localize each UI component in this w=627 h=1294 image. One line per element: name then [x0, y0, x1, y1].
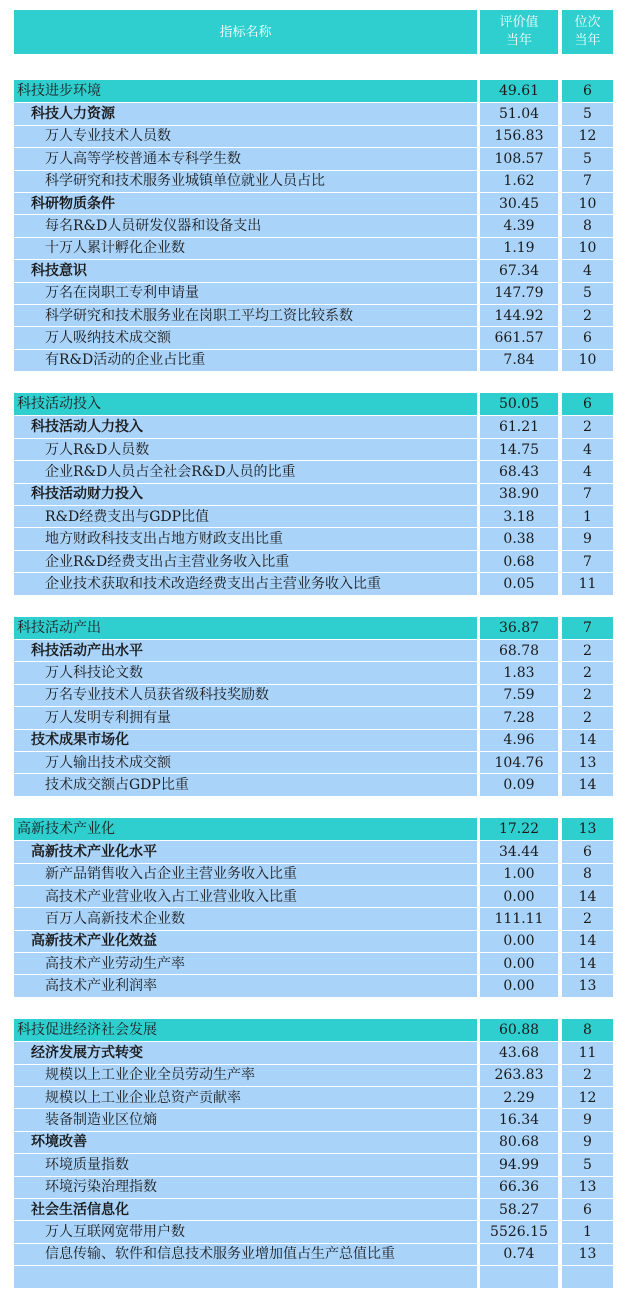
indicator-name: 万名在岗职工专利申请量 — [14, 283, 477, 304]
indicator-value: 94.99 — [480, 1154, 558, 1175]
indicator-value: 5526.15 — [480, 1221, 558, 1242]
indicator-name: 科技活动投入 — [14, 393, 477, 415]
group-row — [14, 1198, 613, 1220]
indicator-rank: 9 — [562, 1132, 613, 1153]
indicator-name: 地方财政科技支出占地方财政支出比重 — [14, 528, 477, 549]
indicator-rank: 6 — [562, 841, 613, 862]
group-row — [14, 192, 613, 214]
indicator-value — [480, 1266, 558, 1287]
indicator-row — [14, 1176, 613, 1198]
indicator-rank: 2 — [562, 908, 613, 929]
indicator-value: 68.43 — [480, 461, 558, 482]
indicator-name: 装备制造业区位熵 — [14, 1109, 477, 1130]
indicator-rank: 5 — [562, 283, 613, 304]
indicator-name: 技术成交额占GDP比重 — [14, 774, 477, 795]
indicator-name: 科研物质条件 — [14, 193, 477, 214]
indicator-row — [14, 1220, 613, 1242]
group-row — [14, 930, 613, 952]
indicator-value: 1.19 — [480, 238, 558, 259]
indicator-rank: 14 — [562, 953, 613, 974]
indicator-row — [14, 706, 613, 728]
blank-row — [14, 1265, 613, 1287]
indicator-row — [14, 684, 613, 706]
header-value — [480, 10, 558, 54]
indicator-rank: 4 — [562, 461, 613, 482]
indicator-name: 万名专业技术人员获省级科技奖励数 — [14, 685, 477, 706]
indicator-value: 4.96 — [480, 730, 558, 751]
indicator-name: 万人科技论文数 — [14, 662, 477, 683]
indicator-rank: 12 — [562, 126, 613, 147]
indicator-rank: 12 — [562, 1087, 613, 1108]
indicator-value: 34.44 — [480, 841, 558, 862]
indicator-name: 环境改善 — [14, 1132, 477, 1153]
indicator-value: 7.84 — [480, 350, 558, 371]
indicator-row — [14, 237, 613, 259]
group-row — [14, 415, 613, 437]
indicator-rank: 13 — [562, 752, 613, 773]
indicator-value: 49.61 — [480, 80, 558, 102]
indicator-name: 万人高等学校普通本专科学生数 — [14, 148, 477, 169]
indicator-value: 43.68 — [480, 1042, 558, 1063]
indicator-value: 111.11 — [480, 908, 558, 929]
indicator-rank: 6 — [562, 80, 613, 102]
indicator-name: 万人发明专利拥有量 — [14, 707, 477, 728]
indicator-name: 万人输出技术成交额 — [14, 752, 477, 773]
indicator-value: 104.76 — [480, 752, 558, 773]
indicator-rank: 5 — [562, 103, 613, 124]
indicator-name: 环境污染治理指数 — [14, 1177, 477, 1198]
indicator-value: 66.36 — [480, 1177, 558, 1198]
indicator-name: 科学研究和技术服务业在岗职工平均工资比较系数 — [14, 305, 477, 326]
indicator-name: 科技进步环境 — [14, 80, 477, 102]
indicator-name: 社会生活信息化 — [14, 1199, 477, 1220]
indicator-value: 61.21 — [480, 416, 558, 437]
indicator-name: 信息传输、软件和信息技术服务业增加值占生产总值比重 — [14, 1244, 477, 1265]
section-row — [14, 393, 613, 415]
indicator-name: 技术成果市场化 — [14, 730, 477, 751]
section-row — [14, 1019, 613, 1041]
indicator-name: 高新技术产业化水平 — [14, 841, 477, 862]
indicator-value: 0.74 — [480, 1244, 558, 1265]
indicator-rank: 7 — [562, 484, 613, 505]
indicator-name: 万人专业技术人员数 — [14, 126, 477, 147]
indicator-value: 58.27 — [480, 1199, 558, 1220]
indicator-rank: 7 — [562, 551, 613, 572]
group-row — [14, 729, 613, 751]
indicator-row — [14, 974, 613, 996]
indicator-rank: 14 — [562, 774, 613, 795]
indicator-value: 0.00 — [480, 931, 558, 952]
indicator-row — [14, 214, 613, 236]
indicator-value: 68.78 — [480, 640, 558, 661]
indicator-value: 38.90 — [480, 484, 558, 505]
indicator-row — [14, 282, 613, 304]
indicator-value: 36.87 — [480, 617, 558, 639]
indicator-rank: 2 — [562, 305, 613, 326]
indicator-value: 0.00 — [480, 975, 558, 996]
indicator-name: 科技促进经济社会发展 — [14, 1019, 477, 1041]
group-row — [14, 1041, 613, 1063]
indicator-rank: 14 — [562, 730, 613, 751]
indicator-value: 0.38 — [480, 528, 558, 549]
indicator-value: 156.83 — [480, 126, 558, 147]
indicator-rank: 5 — [562, 148, 613, 169]
indicator-name: 规模以上工业企业全员劳动生产率 — [14, 1065, 477, 1086]
indicator-row — [14, 1108, 613, 1130]
indicator-value: 144.92 — [480, 305, 558, 326]
indicator-row — [14, 304, 613, 326]
indicator-rank: 11 — [562, 1042, 613, 1063]
indicator-name: 高技术产业营业收入占工业营业收入比重 — [14, 886, 477, 907]
indicator-name: 企业R&D人员占全社会R&D人员的比重 — [14, 461, 477, 482]
indicator-name: 规模以上工业企业总资产贡献率 — [14, 1087, 477, 1108]
group-row — [14, 639, 613, 661]
indicator-name: 企业R&D经费支出占主营业务收入比重 — [14, 551, 477, 572]
indicator-name: 科技意识 — [14, 260, 477, 281]
indicator-row — [14, 170, 613, 192]
indicator-row — [14, 326, 613, 348]
indicator-row — [14, 438, 613, 460]
indicator-value: 0.00 — [480, 953, 558, 974]
indicator-row — [14, 907, 613, 929]
indicator-value: 0.05 — [480, 573, 558, 594]
indicator-row — [14, 550, 613, 572]
indicator-rank: 2 — [562, 707, 613, 728]
indicator-name: 高新技术产业化 — [14, 818, 477, 840]
indicator-value: 7.28 — [480, 707, 558, 728]
indicator-rank: 2 — [562, 416, 613, 437]
indicator-value: 50.05 — [480, 393, 558, 415]
indicator-name: 万人吸纳技术成交额 — [14, 327, 477, 348]
indicator-rank: 11 — [562, 573, 613, 594]
indicator-rank: 13 — [562, 818, 613, 840]
indicator-row — [14, 1086, 613, 1108]
indicator-name: 高新技术产业化效益 — [14, 931, 477, 952]
header-name: 指标名称 — [219, 24, 272, 40]
indicator-name: 新产品销售收入占企业主营业务收入比重 — [14, 864, 477, 885]
indicator-name: 有R&D活动的企业占比重 — [14, 350, 477, 371]
indicator-value: 263.83 — [480, 1065, 558, 1086]
indicator-value: 17.22 — [480, 818, 558, 840]
indicator-row — [14, 147, 613, 169]
indicator-name: 企业技术获取和技术改造经费支出占主营业务收入比重 — [14, 573, 477, 594]
indicator-row — [14, 885, 613, 907]
indicator-rank: 10 — [562, 193, 613, 214]
indicator-row — [14, 751, 613, 773]
indicator-value: 2.29 — [480, 1087, 558, 1108]
indicator-rank: 10 — [562, 238, 613, 259]
indicator-rank: 10 — [562, 350, 613, 371]
indicator-name: R&D经费支出与GDP比值 — [14, 506, 477, 527]
indicator-value: 147.79 — [480, 283, 558, 304]
section-row — [14, 80, 613, 102]
indicator-row — [14, 661, 613, 683]
indicator-name: 十万人累计孵化企业数 — [14, 238, 477, 259]
indicator-row — [14, 505, 613, 527]
indicator-row — [14, 527, 613, 549]
group-row — [14, 840, 613, 862]
table-header — [14, 10, 613, 54]
indicator-value: 80.68 — [480, 1132, 558, 1153]
indicator-row — [14, 863, 613, 885]
indicator-value: 0.09 — [480, 774, 558, 795]
indicator-row — [14, 460, 613, 482]
indicator-name: 科学研究和技术服务业城镇单位就业人员占比 — [14, 171, 477, 192]
indicator-rank: 4 — [562, 439, 613, 460]
indicator-row — [14, 1153, 613, 1175]
indicator-row — [14, 952, 613, 974]
indicator-value: 3.18 — [480, 506, 558, 527]
indicator-name: 经济发展方式转变 — [14, 1042, 477, 1063]
indicator-value: 30.45 — [480, 193, 558, 214]
indicator-rank: 2 — [562, 685, 613, 706]
indicator-value: 0.00 — [480, 886, 558, 907]
indicator-row — [14, 572, 613, 594]
indicator-name: 万人互联网宽带用户数 — [14, 1221, 477, 1242]
indicator-name: 高技术产业劳动生产率 — [14, 953, 477, 974]
indicator-value: 7.59 — [480, 685, 558, 706]
indicator-value: 4.39 — [480, 215, 558, 236]
indicator-rank: 2 — [562, 662, 613, 683]
indicator-rank: 7 — [562, 617, 613, 639]
indicator-value: 60.88 — [480, 1019, 558, 1041]
indicator-rank: 6 — [562, 327, 613, 348]
header-rank — [562, 10, 613, 54]
indicator-row — [14, 1064, 613, 1086]
indicator-rank: 14 — [562, 931, 613, 952]
indicator-value: 14.75 — [480, 439, 558, 460]
indicator-name: 高技术产业利润率 — [14, 975, 477, 996]
indicator-value: 1.00 — [480, 864, 558, 885]
indicator-value: 51.04 — [480, 103, 558, 124]
indicator-name: 科技活动产出水平 — [14, 640, 477, 661]
indicator-value: 1.83 — [480, 662, 558, 683]
indicator-rank: 8 — [562, 215, 613, 236]
indicator-name: 百万人高新技术企业数 — [14, 908, 477, 929]
indicator-row — [14, 349, 613, 371]
group-row — [14, 102, 613, 124]
header-value-line1: 评价值 — [499, 15, 539, 31]
indicator-rank: 4 — [562, 260, 613, 281]
indicator-rank: 9 — [562, 1109, 613, 1130]
indicator-rank: 1 — [562, 506, 613, 527]
indicator-rank: 5 — [562, 1154, 613, 1175]
indicator-value: 67.34 — [480, 260, 558, 281]
indicator-name: 每名R&D人员研发仪器和设备支出 — [14, 215, 477, 236]
indicator-row — [14, 773, 613, 795]
group-row — [14, 1131, 613, 1153]
indicator-rank: 8 — [562, 864, 613, 885]
group-row — [14, 259, 613, 281]
indicator-rank — [562, 1266, 613, 1287]
group-row — [14, 483, 613, 505]
indicator-rank: 7 — [562, 171, 613, 192]
indicator-rank: 6 — [562, 1199, 613, 1220]
indicator-name: 科技人力资源 — [14, 103, 477, 124]
header-rank-line2: 当年 — [574, 33, 601, 48]
table-body — [14, 54, 613, 1288]
indicator-value: 16.34 — [480, 1109, 558, 1130]
indicator-rank: 2 — [562, 640, 613, 661]
indicator-name: 环境质量指数 — [14, 1154, 477, 1175]
indicator-name: 万人R&D人员数 — [14, 439, 477, 460]
indicator-value: 661.57 — [480, 327, 558, 348]
indicator-table — [14, 10, 613, 1288]
indicator-rank: 6 — [562, 393, 613, 415]
header-rank-line1: 位次 — [574, 15, 601, 31]
indicator-name: 科技活动产出 — [14, 617, 477, 639]
indicator-name — [14, 1266, 477, 1287]
indicator-row — [14, 125, 613, 147]
indicator-rank: 1 — [562, 1221, 613, 1242]
section-row — [14, 617, 613, 639]
indicator-row — [14, 1243, 613, 1265]
indicator-rank: 8 — [562, 1019, 613, 1041]
indicator-rank: 13 — [562, 975, 613, 996]
header-value-line2: 当年 — [505, 33, 532, 48]
indicator-rank: 2 — [562, 1065, 613, 1086]
section-row — [14, 818, 613, 840]
indicator-value: 1.62 — [480, 171, 558, 192]
indicator-name: 科技活动人力投入 — [14, 416, 477, 437]
indicator-value: 108.57 — [480, 148, 558, 169]
indicator-rank: 14 — [562, 886, 613, 907]
indicator-rank: 9 — [562, 528, 613, 549]
indicator-rank: 13 — [562, 1244, 613, 1265]
indicator-rank: 13 — [562, 1177, 613, 1198]
indicator-value: 0.68 — [480, 551, 558, 572]
indicator-name: 科技活动财力投入 — [14, 484, 477, 505]
